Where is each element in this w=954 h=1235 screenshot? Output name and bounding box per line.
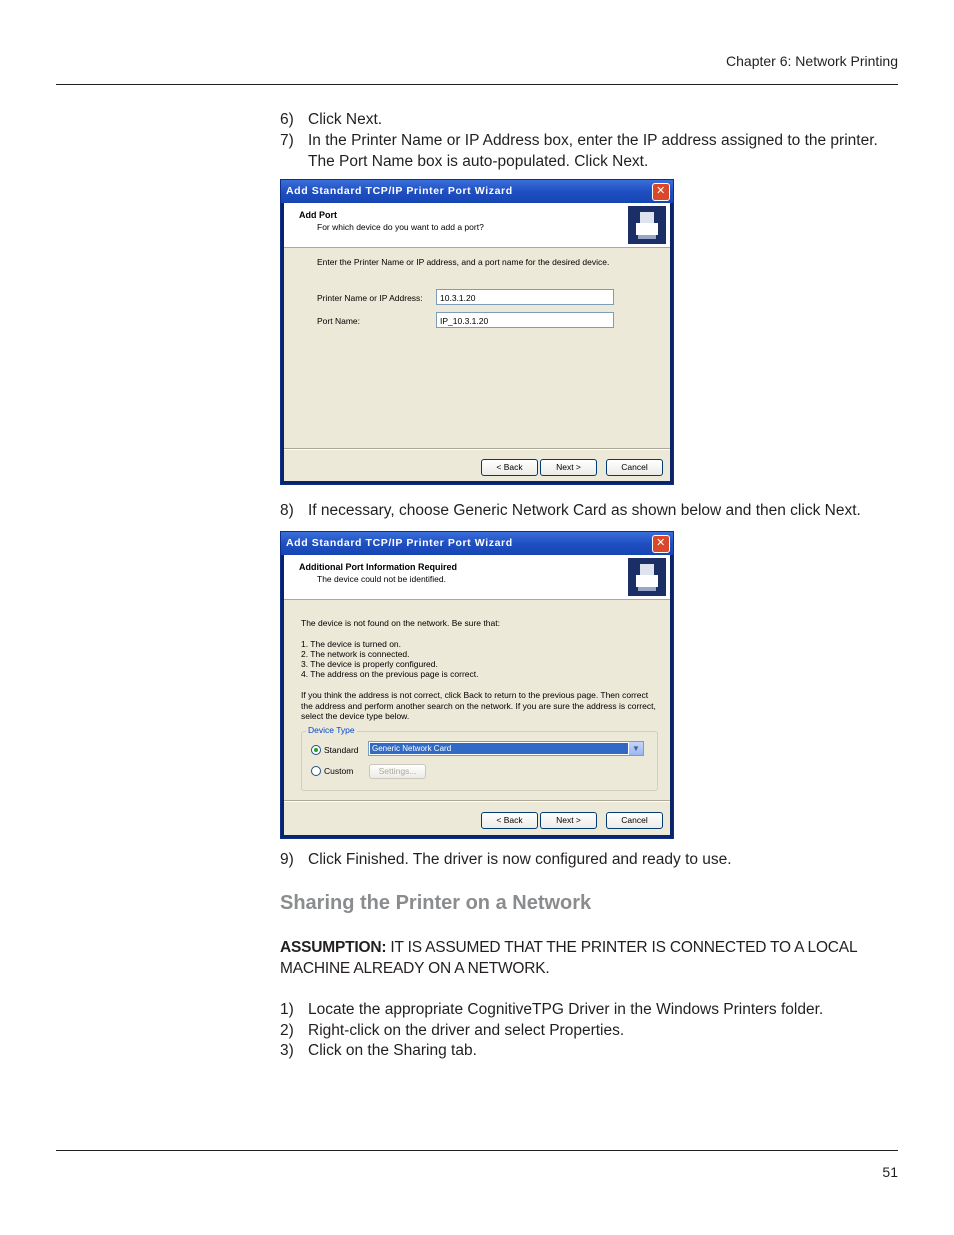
custom-radio[interactable] <box>311 766 321 776</box>
step-number: 9) <box>280 851 294 868</box>
explanation-line: select the device type below. <box>301 711 410 721</box>
dialog-body <box>284 203 670 481</box>
step-number: 1) <box>280 1001 294 1018</box>
assumption-label: ASSUMPTION: <box>280 939 387 956</box>
next-button[interactable]: Next > <box>540 459 597 476</box>
additional-port-info-dialog <box>280 531 674 839</box>
explanation-line: the address and perform another search on the network. If you are sure the address is correct, <box>301 701 656 711</box>
printer-wizard-icon <box>628 206 666 244</box>
close-icon[interactable]: ✕ <box>652 535 670 553</box>
banner-title: Add Port <box>299 210 337 220</box>
printer-name-label: Printer Name or IP Address: <box>317 293 423 303</box>
page-number: 51 <box>882 1164 898 1180</box>
step-number: 2) <box>280 1022 294 1039</box>
selected-device-type: Generic Network Card <box>370 743 628 754</box>
add-port-dialog <box>280 179 674 485</box>
footer-rule <box>56 1150 898 1151</box>
step-number: 8) <box>280 502 294 519</box>
standard-label: Standard <box>324 745 359 755</box>
banner-title: Additional Port Information Required <box>299 562 457 572</box>
dialog-body <box>284 555 670 835</box>
step-text: Click Next. <box>308 111 383 128</box>
device-type-legend: Device Type <box>308 725 355 735</box>
printer-name-input[interactable]: 10.3.1.20 <box>436 289 614 305</box>
step-text: Click on the Sharing tab. <box>308 1042 477 1059</box>
header-rule <box>56 84 898 85</box>
port-name-input[interactable]: IP_10.3.1.20 <box>436 312 614 328</box>
step-number: 7) <box>280 132 294 149</box>
step-text: Locate the appropriate CognitiveTPG Driver in the Windows Printers folder. <box>308 1001 824 1018</box>
explanation-line: If you think the address is not correct, click Back to return to the previous page. Then correct <box>301 690 649 700</box>
close-icon[interactable]: ✕ <box>652 183 670 201</box>
custom-label: Custom <box>324 766 354 776</box>
wizard-banner <box>284 203 670 248</box>
dialog-titlebar <box>281 532 673 555</box>
assumption-note <box>280 937 900 979</box>
back-button[interactable]: < Back <box>481 812 538 829</box>
intro-text: The device is not found on the network. Be sure that: <box>301 618 500 628</box>
banner-subtitle: For which device do you want to add a port? <box>317 222 484 232</box>
section-heading: Sharing the Printer on a Network <box>280 892 592 914</box>
wizard-banner <box>284 555 670 600</box>
checklist-item: 1. The device is turned on. <box>301 639 402 649</box>
back-button[interactable]: < Back <box>481 459 538 476</box>
device-type-select[interactable] <box>368 741 644 756</box>
button-separator <box>284 448 670 450</box>
banner-subtitle: The device could not be identified. <box>317 574 447 584</box>
standard-radio[interactable] <box>311 745 321 755</box>
step-text: If necessary, choose Generic Network Card as shown below and then click Next. <box>308 502 861 519</box>
step-number: 6) <box>280 111 294 128</box>
device-type-group <box>301 731 658 791</box>
dialog-title: Add Standard TCP/IP Printer Port Wizard <box>286 537 513 549</box>
checklist-item: 3. The device is properly configured. <box>301 659 438 669</box>
step-text: Click Finished. The driver is now configured and ready to use. <box>308 851 732 868</box>
dialog-titlebar <box>281 180 673 203</box>
next-button[interactable]: Next > <box>540 812 597 829</box>
printer-wizard-icon <box>628 558 666 596</box>
step-text: Right-click on the driver and select Properties. <box>308 1022 625 1039</box>
instruction-text: Enter the Printer Name or IP address, and a port name for the desired device. <box>317 257 610 267</box>
checklist-item: 2. The network is connected. <box>301 649 410 659</box>
assumption-text: IT IS ASSUMED THAT THE PRINTER IS CONNECTED TO A LOCAL MACHINE ALREADY ON A NETWORK. <box>280 939 857 977</box>
step-text: In the Printer Name or IP Address box, enter the IP address assigned to the printer. The Port Name box is auto-populated. Click Next. <box>308 132 878 170</box>
checklist-item: 4. The address on the previous page is correct. <box>301 669 479 679</box>
settings-button[interactable]: Settings... <box>369 764 426 779</box>
button-separator <box>284 800 670 802</box>
port-name-label: Port Name: <box>317 316 360 326</box>
chevron-down-icon[interactable]: ▼ <box>629 742 643 755</box>
cancel-button[interactable]: Cancel <box>606 812 663 829</box>
cancel-button[interactable]: Cancel <box>606 459 663 476</box>
dialog-title: Add Standard TCP/IP Printer Port Wizard <box>286 185 513 197</box>
step-number: 3) <box>280 1042 294 1059</box>
chapter-header: Chapter 6: Network Printing <box>726 53 898 69</box>
